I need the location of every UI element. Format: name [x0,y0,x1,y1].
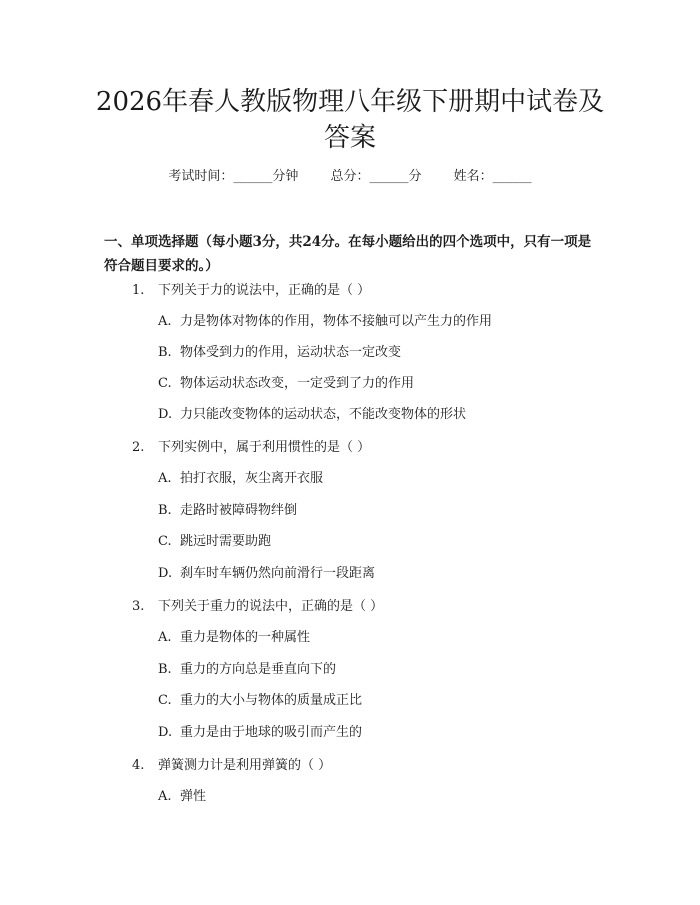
option-letter: A. [158,471,172,486]
student-name-label: 姓名：______ [453,169,532,184]
question-text: 弹簧测力计是利用弹簧的（ ） [158,758,332,773]
question-1-option-d [158,406,466,424]
question-number: 3. [132,599,145,614]
option-text: 重力是由于地球的吸引而产生的 [180,725,363,740]
question-3-option-d [158,724,362,742]
question-2-stem [132,439,370,457]
section-heading: 一、单项选择题（每小题3分，共24分。在每小题给出的四个选项中，只有一项是符合题目要求的。） [104,234,592,274]
option-text: 重力是物体的一种属性 [180,630,311,645]
option-text: 重力的大小与物体的质量成正比 [180,693,363,708]
question-text: 下列关于力的说法中，正确的是（ ） [158,283,371,298]
question-1-option-c [158,375,414,393]
question-1-option-b [158,344,401,362]
exam-time-label: 考试时间：______分钟 [168,169,299,184]
option-text: 弹性 [180,789,207,804]
exam-title: 2026年春人教版物理八年级下册期中试卷及答案 [95,87,605,153]
option-letter: B. [158,662,172,677]
question-4-option-a [158,788,206,806]
option-text: 刹车时车辆仍然向前滑行一段距离 [180,566,376,581]
option-letter: A. [158,314,172,329]
option-letter: D. [158,725,173,740]
question-3-stem [132,598,383,616]
option-letter: C. [158,534,172,549]
option-letter: B. [158,345,172,360]
option-text: 物体运动状态改变，一定受到了力的作用 [180,376,415,391]
question-1-stem [132,282,370,300]
option-text: 重力的方向总是垂直向下的 [180,662,337,677]
question-number: 1. [132,283,145,298]
question-number: 4. [132,758,145,773]
option-text: 走路时被障碍物绊倒 [180,503,298,518]
question-text: 下列实例中，属于利用惯性的是（ ） [158,440,371,455]
option-letter: A. [158,630,172,645]
option-text: 力是物体对物体的作用，物体不接触可以产生力的作用 [180,314,493,329]
total-score-label: 总分：______分 [330,169,422,184]
question-text: 下列关于重力的说法中，正确的是（ ） [158,599,384,614]
question-2-option-b [158,502,297,520]
option-text: 力只能改变物体的运动状态，不能改变物体的形状 [180,407,467,422]
option-letter: D. [158,566,173,581]
question-3-option-a [158,629,310,647]
option-letter: A. [158,789,172,804]
question-number: 2. [132,440,145,455]
option-text: 跳远时需要助跑 [180,534,272,549]
option-letter: B. [158,503,172,518]
question-2-option-a [158,470,323,488]
question-2-option-d [158,565,375,583]
question-1-option-a [158,313,492,331]
option-text: 拍打衣服，灰尘离开衣服 [180,471,324,486]
option-letter: C. [158,376,172,391]
question-4-stem [132,757,331,775]
option-text: 物体受到力的作用，运动状态一定改变 [180,345,402,360]
option-letter: C. [158,693,172,708]
question-2-option-c [158,533,271,551]
option-letter: D. [158,407,173,422]
question-3-option-b [158,661,336,679]
exam-info-line [0,168,700,186]
question-3-option-c [158,692,362,710]
